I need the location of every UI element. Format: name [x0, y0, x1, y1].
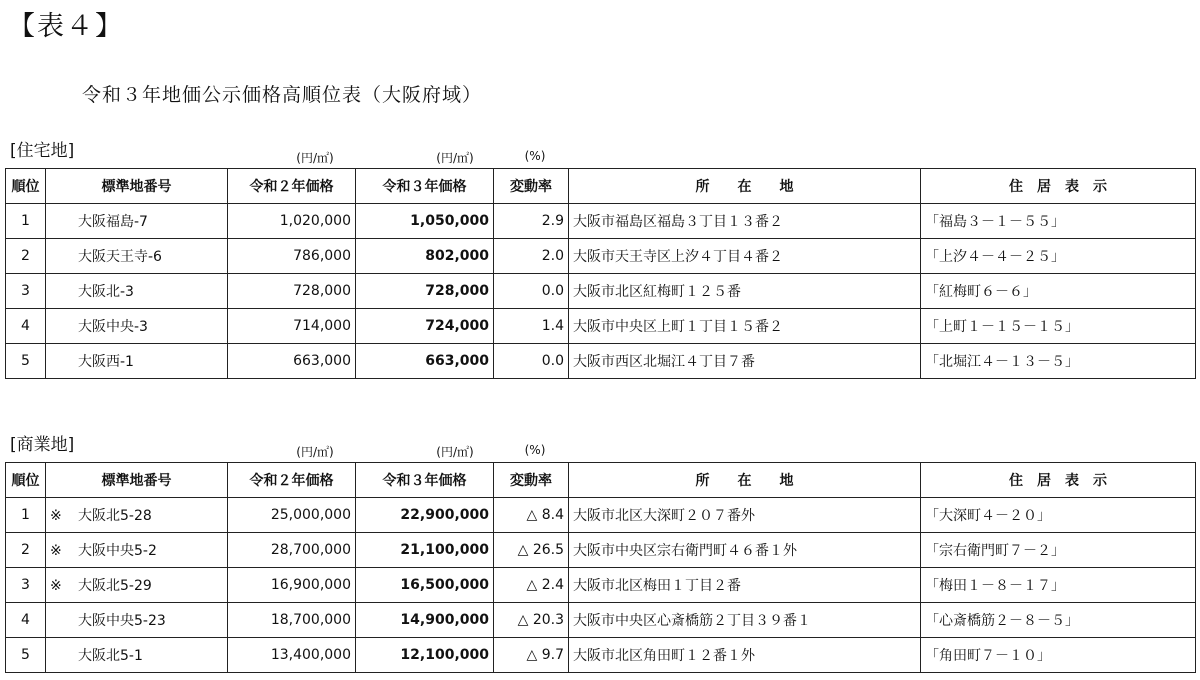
cell-location: 大阪市福島区福島３丁目１３番２: [569, 204, 921, 239]
commercial-table: [5, 462, 1196, 673]
cell-change: 1.4: [494, 309, 569, 344]
cell-standard-no: [46, 568, 228, 603]
cell-price-r2: 13,400,000: [228, 638, 356, 673]
cell-change: 2.0: [494, 239, 569, 274]
cell-price-r3: 16,500,000: [356, 568, 494, 603]
cell-rank: 5: [6, 344, 46, 379]
cell-mark: ※: [50, 508, 62, 524]
cell-change: △ 9.7: [494, 638, 569, 673]
header-standard-no: 標準地番号: [46, 463, 228, 498]
cell-mark: ※: [50, 543, 62, 559]
cell-price-r2: 714,000: [228, 309, 356, 344]
cell-price-r2: 1,020,000: [228, 204, 356, 239]
cell-standard-no-text: 大阪北5-29: [78, 578, 152, 594]
cell-price-r2: 18,700,000: [228, 603, 356, 638]
table-row: [6, 498, 1196, 533]
cell-rank: 1: [6, 204, 46, 239]
cell-address: 「上汐４－４－２５」: [921, 239, 1196, 274]
document-title: 令和３年地価公示価格高順位表（大阪府域）: [82, 84, 483, 106]
cell-location: 大阪市中央区宗右衛門町４６番１外: [569, 533, 921, 568]
unit-price-r3: (円/㎡): [436, 151, 474, 165]
cell-price-r3: 12,100,000: [356, 638, 494, 673]
cell-address: 「梅田１－８－１７」: [921, 568, 1196, 603]
cell-location: 大阪市北区角田町１２番１外: [569, 638, 921, 673]
cell-price-r2: 663,000: [228, 344, 356, 379]
table-row: [6, 344, 1196, 379]
header-standard-no: 標準地番号: [46, 169, 228, 204]
cell-change: △ 2.4: [494, 568, 569, 603]
cell-rank: 2: [6, 533, 46, 568]
cell-location: 大阪市北区紅梅町１２５番: [569, 274, 921, 309]
cell-change: △ 20.3: [494, 603, 569, 638]
cell-location: 大阪市天王寺区上汐４丁目４番２: [569, 239, 921, 274]
header-price-r2: 令和２年価格: [228, 169, 356, 204]
cell-standard-no-text: 大阪北-3: [78, 284, 134, 300]
cell-location: 大阪市北区大深町２０７番外: [569, 498, 921, 533]
cell-address: 「大深町４－２０」: [921, 498, 1196, 533]
cell-standard-no: [46, 274, 228, 309]
cell-address: 「宗右衛門町７－２」: [921, 533, 1196, 568]
residential-section-label: [住宅地]: [10, 141, 75, 161]
cell-standard-no-text: 大阪北5-28: [78, 508, 152, 524]
cell-mark: ※: [50, 578, 62, 594]
cell-standard-no: [46, 638, 228, 673]
unit-price-r3: (円/㎡): [436, 445, 474, 459]
cell-rank: 1: [6, 498, 46, 533]
cell-price-r3: 22,900,000: [356, 498, 494, 533]
table-header-row: [6, 169, 1196, 204]
cell-address: 「北堀江４－１３－５」: [921, 344, 1196, 379]
cell-standard-no-text: 大阪福島-7: [78, 214, 148, 230]
cell-price-r3: 1,050,000: [356, 204, 494, 239]
cell-price-r2: 16,900,000: [228, 568, 356, 603]
cell-price-r3: 21,100,000: [356, 533, 494, 568]
cell-standard-no-text: 大阪西-1: [78, 354, 134, 370]
unit-price-r2: (円/㎡): [296, 151, 334, 165]
cell-standard-no-text: 大阪天王寺-6: [78, 249, 162, 265]
commercial-section-label: [商業地]: [10, 435, 75, 455]
cell-price-r3: 663,000: [356, 344, 494, 379]
residential-table: [5, 168, 1196, 379]
header-rank: 順位: [6, 463, 46, 498]
cell-change: 0.0: [494, 344, 569, 379]
table-row: [6, 239, 1196, 274]
table-header-row: [6, 463, 1196, 498]
cell-change: 0.0: [494, 274, 569, 309]
cell-rank: 4: [6, 309, 46, 344]
header-address: 住 居 表 示: [921, 463, 1196, 498]
header-location: 所 在 地: [569, 463, 921, 498]
cell-price-r2: 786,000: [228, 239, 356, 274]
cell-location: 大阪市北区梅田１丁目２番: [569, 568, 921, 603]
cell-price-r3: 802,000: [356, 239, 494, 274]
document-label: 【表４】: [8, 11, 124, 42]
header-change: 変動率: [494, 463, 569, 498]
cell-standard-no: [46, 533, 228, 568]
cell-standard-no-text: 大阪中央5-23: [78, 613, 166, 629]
header-location: 所 在 地: [569, 169, 921, 204]
table-row: [6, 533, 1196, 568]
cell-change: △ 8.4: [494, 498, 569, 533]
header-price-r3: 令和３年価格: [356, 169, 494, 204]
cell-price-r2: 28,700,000: [228, 533, 356, 568]
cell-price-r2: 25,000,000: [228, 498, 356, 533]
table-row: [6, 274, 1196, 309]
cell-standard-no-text: 大阪中央-3: [78, 319, 148, 335]
cell-standard-no: [46, 239, 228, 274]
header-change: 変動率: [494, 169, 569, 204]
table-row: [6, 638, 1196, 673]
unit-price-r2: (円/㎡): [296, 445, 334, 459]
cell-location: 大阪市西区北堀江４丁目７番: [569, 344, 921, 379]
cell-price-r3: 728,000: [356, 274, 494, 309]
cell-price-r3: 14,900,000: [356, 603, 494, 638]
cell-address: 「紅梅町６－６」: [921, 274, 1196, 309]
table-row: [6, 204, 1196, 239]
cell-address: 「角田町７－１０」: [921, 638, 1196, 673]
table-row: [6, 568, 1196, 603]
cell-address: 「福島３－１－５５」: [921, 204, 1196, 239]
cell-rank: 3: [6, 568, 46, 603]
unit-change: (%): [524, 149, 546, 163]
cell-location: 大阪市中央区上町１丁目１５番２: [569, 309, 921, 344]
table-row: [6, 309, 1196, 344]
cell-rank: 5: [6, 638, 46, 673]
cell-rank: 4: [6, 603, 46, 638]
header-address: 住 居 表 示: [921, 169, 1196, 204]
cell-change: △ 26.5: [494, 533, 569, 568]
cell-standard-no-text: 大阪北5-1: [78, 648, 143, 664]
unit-change: (%): [524, 443, 546, 457]
cell-rank: 2: [6, 239, 46, 274]
cell-standard-no: [46, 204, 228, 239]
cell-standard-no-text: 大阪中央5-2: [78, 543, 157, 559]
cell-price-r2: 728,000: [228, 274, 356, 309]
cell-change: 2.9: [494, 204, 569, 239]
cell-address: 「上町１－１５－１５」: [921, 309, 1196, 344]
cell-address: 「心斎橋筋２－８－５」: [921, 603, 1196, 638]
header-rank: 順位: [6, 169, 46, 204]
header-price-r2: 令和２年価格: [228, 463, 356, 498]
cell-price-r3: 724,000: [356, 309, 494, 344]
cell-location: 大阪市中央区心斎橋筋２丁目３９番１: [569, 603, 921, 638]
cell-rank: 3: [6, 274, 46, 309]
cell-standard-no: [46, 309, 228, 344]
cell-standard-no: [46, 603, 228, 638]
header-price-r3: 令和３年価格: [356, 463, 494, 498]
cell-standard-no: [46, 498, 228, 533]
table-row: [6, 603, 1196, 638]
cell-standard-no: [46, 344, 228, 379]
